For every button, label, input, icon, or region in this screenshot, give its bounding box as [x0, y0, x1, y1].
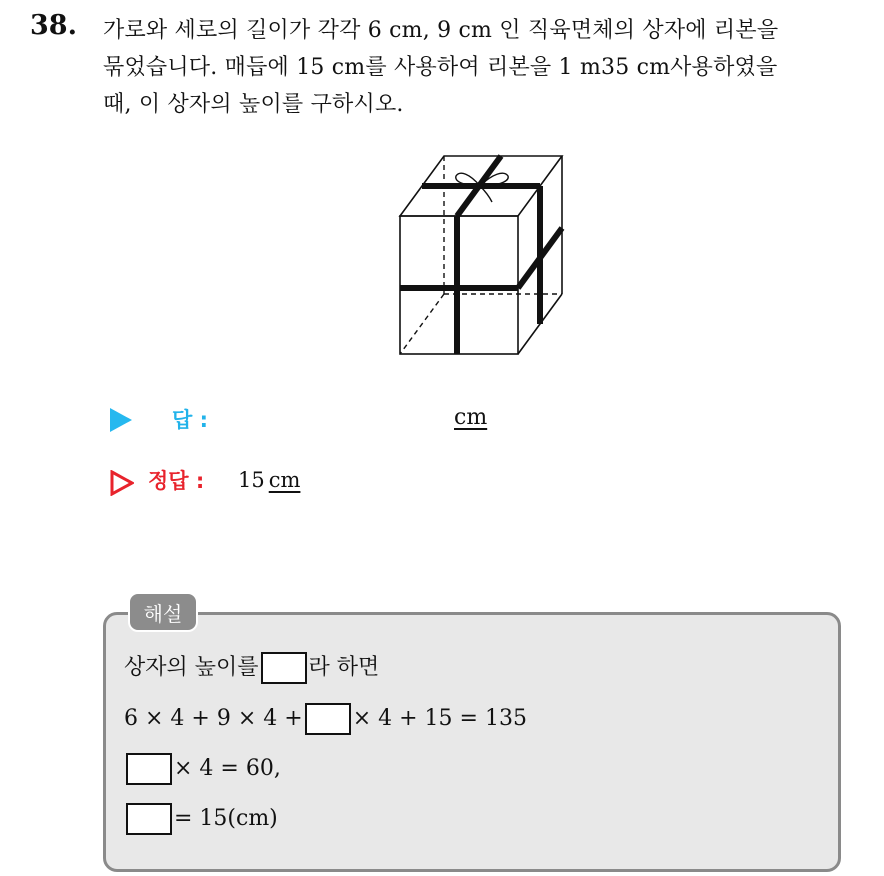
question-line-2: 묶었습니다. 매듭에 15 cm를 사용하여 리본을 1 m35 cm사용하였을: [103, 55, 778, 80]
filled-triangle-icon: [110, 408, 132, 432]
explanation-line-3: [124, 751, 281, 787]
question-line-1: 가로와 세로의 길이가 각각 6 cm, 9 cm 인 직육면체의 상자에 리본을: [103, 18, 779, 43]
blank-box: [261, 652, 307, 684]
explanation-line-1: [124, 650, 379, 686]
answer-row: [110, 404, 530, 436]
correct-answer-label: 정답 :: [148, 469, 205, 493]
explanation-line-4-post: = 15(cm): [174, 806, 278, 831]
explanation-line-4: [124, 801, 278, 837]
correct-answer-unit: cm: [268, 468, 301, 492]
blank-box: [126, 803, 172, 835]
explanation-line-2-pre: 6 × 4 + 9 × 4 +: [124, 706, 303, 731]
explanation-line-2: [124, 701, 527, 737]
question-number: 38.: [30, 10, 77, 41]
gift-box-figure: [380, 148, 580, 364]
explanation-line-1-pre: 상자의 높이를: [124, 655, 259, 680]
correct-answer-number: 15: [238, 468, 265, 492]
correct-answer-value: [238, 468, 300, 492]
explanation-tab: 해설: [128, 592, 198, 632]
correct-answer-row: [110, 465, 530, 497]
outline-triangle-icon: [110, 470, 134, 496]
hidden-depth-edge: [400, 294, 444, 354]
explanation-line-1-post: 라 하면: [308, 655, 380, 680]
answer-label: 답 :: [172, 408, 208, 432]
answer-unit: cm: [454, 405, 488, 430]
explanation-line-3-post: × 4 = 60,: [174, 756, 281, 781]
explanation-line-2-post: × 4 + 15 = 135: [352, 706, 527, 731]
question-line-3: 때, 이 상자의 높이를 구하시오.: [103, 92, 404, 117]
blank-box: [126, 753, 172, 785]
question-text: [103, 12, 873, 123]
blank-box: [305, 703, 351, 735]
